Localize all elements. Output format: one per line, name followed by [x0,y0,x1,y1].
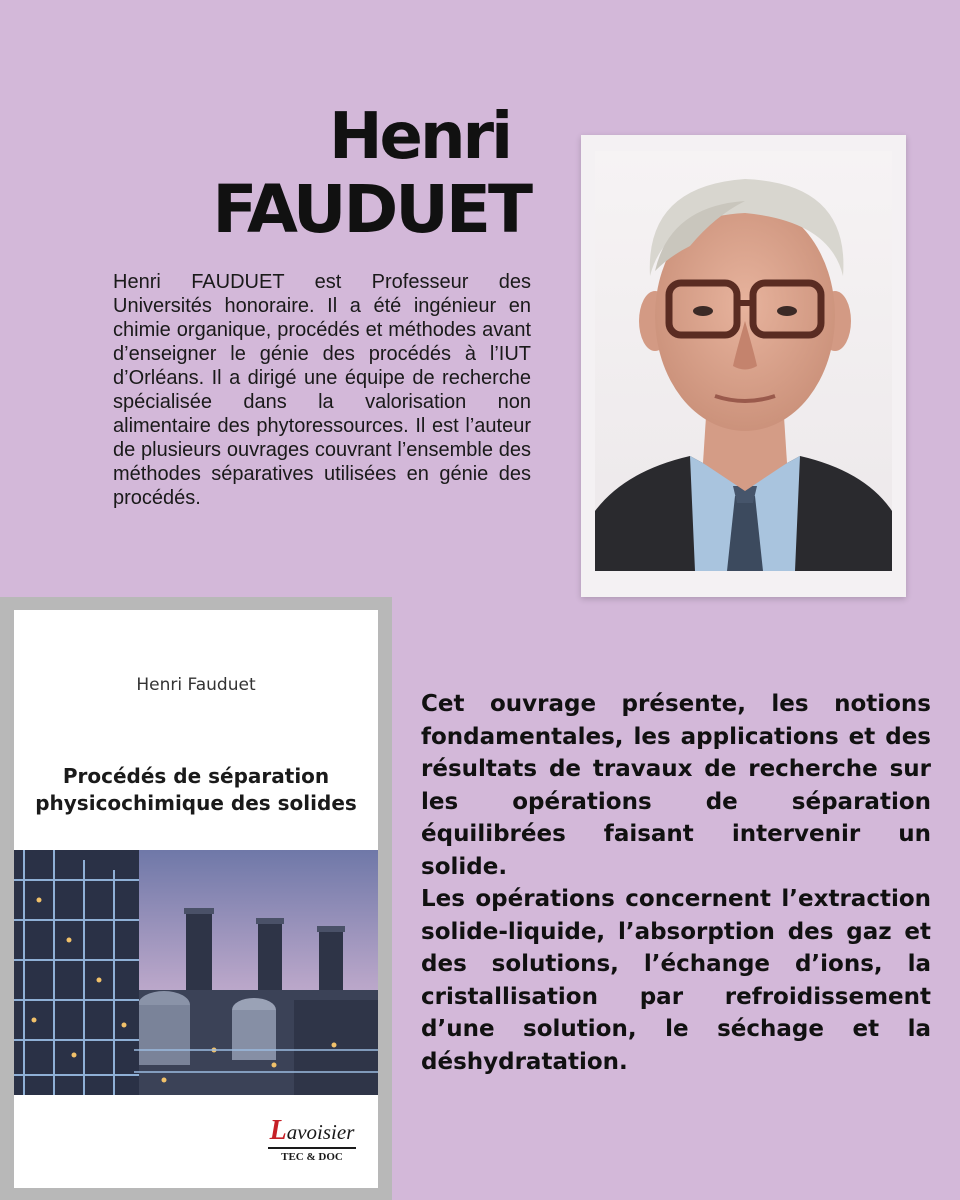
book-title-line-1: Procédés de séparation [62,764,330,788]
author-first-name: Henri [328,100,510,174]
summary-paragraph-2: Les opérations concernent l’extraction solide-liquide, l’absorption des gaz et des solutions, l’échange d’ions, la cristallisation par refroidissement d’une solution, le séchage et la déshydratation. [421,886,931,1075]
refinery-illustration [14,850,378,1095]
publisher-name: Lavoisier [268,1115,357,1149]
book-cover [14,610,378,1188]
book-author: Henri Fauduet [136,675,256,695]
author-name-title [160,100,540,248]
book-title [24,763,368,817]
author-portrait-frame [581,135,906,597]
publisher-logo [262,1115,362,1163]
publisher-imprint: TEC & DOC [281,1151,343,1163]
author-portrait-image [595,151,892,571]
book-summary [421,688,931,1078]
summary-paragraph-1: Cet ouvrage présente, les notions fondamentales, les applications et des résultats de travaux de recherche sur les opérations de séparation équilibrées faisant intervenir un solide. [421,691,931,880]
book-title-line-2: physicochimique des solides [35,791,357,815]
author-last-name: FAUDUET [212,171,530,248]
author-bio: Henri FAUDUET est Professeur des Universités honoraire. Il a été ingénieur en chimie organique, procédés et méthodes avant d’enseigner le génie des procédés à l’IUT d’Orléans. Il a dirigé une équipe de recherche spécialisée dans la valorisation non alimentaire des phytoressources. Il est l’auteur de plusieurs ouvrages couvrant l’ensemble des méthodes séparatives utilisées en génie des procédés. [113,271,531,509]
